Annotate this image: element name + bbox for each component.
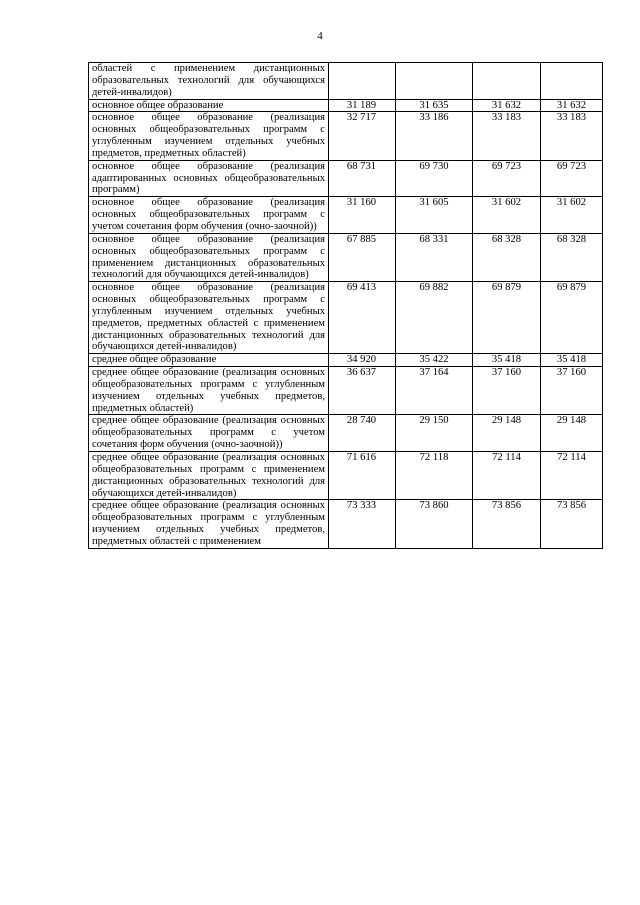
- value-cell-col1: 73 333: [329, 500, 396, 548]
- table-row: [89, 452, 603, 500]
- value-cell-col2: [396, 63, 473, 100]
- table-row: [89, 197, 603, 234]
- row-label: основное общее образование (реализация основных общеобразовательных программ с учетом сочетания форм обучения (очно-заочной)): [89, 197, 329, 234]
- value-cell-col3: 31 632: [473, 99, 541, 112]
- value-cell-col2: 31 605: [396, 197, 473, 234]
- value-cell-col2: 73 860: [396, 500, 473, 548]
- row-label: среднее общее образование (реализация основных общеобразовательных программ с углубленным изучением отдельных учебных предметов, предметных областей): [89, 367, 329, 415]
- table-row: [89, 160, 603, 197]
- value-cell-col4: 69 879: [541, 282, 603, 354]
- value-cell-col4: 68 328: [541, 233, 603, 281]
- value-cell-col2: 68 331: [396, 233, 473, 281]
- row-label: основное общее образование (реализация адаптированных основных общеобразовательных программ): [89, 160, 329, 197]
- value-cell-col2: 35 422: [396, 354, 473, 367]
- value-cell-col2: 31 635: [396, 99, 473, 112]
- value-cell-col3: 68 328: [473, 233, 541, 281]
- value-cell-col3: 33 183: [473, 112, 541, 160]
- value-cell-col3: [473, 63, 541, 100]
- value-cell-col4: 69 723: [541, 160, 603, 197]
- value-cell-col1: 31 160: [329, 197, 396, 234]
- row-label: областей с применением дистанционных образовательных технологий для обучающихся детей-инвалидов): [89, 63, 329, 100]
- value-cell-col3: 69 723: [473, 160, 541, 197]
- table-row: [89, 112, 603, 160]
- value-cell-col1: 67 885: [329, 233, 396, 281]
- value-cell-col4: 31 632: [541, 99, 603, 112]
- value-cell-col2: 33 186: [396, 112, 473, 160]
- value-cell-col4: 33 183: [541, 112, 603, 160]
- value-cell-col4: 37 160: [541, 367, 603, 415]
- value-cell-col3: 72 114: [473, 452, 541, 500]
- table-body: [89, 63, 603, 549]
- value-cell-col3: 73 856: [473, 500, 541, 548]
- value-cell-col2: 37 164: [396, 367, 473, 415]
- value-cell-col4: 72 114: [541, 452, 603, 500]
- value-cell-col4: 73 856: [541, 500, 603, 548]
- value-cell-col1: 68 731: [329, 160, 396, 197]
- value-cell-col1: 36 637: [329, 367, 396, 415]
- value-cell-col1: 71 616: [329, 452, 396, 500]
- table-row: [89, 367, 603, 415]
- row-label: среднее общее образование: [89, 354, 329, 367]
- row-label: основное общее образование (реализация основных общеобразовательных программ с углубленным изучением отдельных учебных предметов, предметных областей с применением дистанционных образовательных технологий для обучающихся детей-инвалидов): [89, 282, 329, 354]
- value-cell-col4: 35 418: [541, 354, 603, 367]
- value-cell-col3: 31 602: [473, 197, 541, 234]
- row-label: основное общее образование: [89, 99, 329, 112]
- row-label: среднее общее образование (реализация основных общеобразовательных программ с применением дистанционных образовательных технологий для обучающихся детей-инвалидов): [89, 452, 329, 500]
- table-row: [89, 354, 603, 367]
- value-cell-col4: 31 602: [541, 197, 603, 234]
- value-cell-col3: 37 160: [473, 367, 541, 415]
- row-label: среднее общее образование (реализация основных общеобразовательных программ с углубленным изучением отдельных учебных предметов, предметных областей с применением: [89, 500, 329, 548]
- table-row: [89, 282, 603, 354]
- value-cell-col1: 31 189: [329, 99, 396, 112]
- value-cell-col3: 35 418: [473, 354, 541, 367]
- value-cell-col2: 69 882: [396, 282, 473, 354]
- value-cell-col1: [329, 63, 396, 100]
- value-cell-col2: 69 730: [396, 160, 473, 197]
- value-cell-col1: 28 740: [329, 415, 396, 452]
- value-cell-col3: 29 148: [473, 415, 541, 452]
- value-cell-col3: 69 879: [473, 282, 541, 354]
- table-row: [89, 99, 603, 112]
- table-row: [89, 63, 603, 100]
- value-cell-col1: 32 717: [329, 112, 396, 160]
- row-label: основное общее образование (реализация основных общеобразовательных программ с углубленным изучением отдельных учебных предметов, предметных областей): [89, 112, 329, 160]
- funding-table: [88, 62, 603, 549]
- value-cell-col2: 72 118: [396, 452, 473, 500]
- value-cell-col1: 34 920: [329, 354, 396, 367]
- value-cell-col1: 69 413: [329, 282, 396, 354]
- table-row: [89, 233, 603, 281]
- value-cell-col4: 29 148: [541, 415, 603, 452]
- table-row: [89, 415, 603, 452]
- page-number: 4: [317, 30, 323, 42]
- row-label: среднее общее образование (реализация основных общеобразовательных программ с учетом сочетания форм обучения (очно-заочной)): [89, 415, 329, 452]
- value-cell-col4: [541, 63, 603, 100]
- table-row: [89, 500, 603, 548]
- row-label: основное общее образование (реализация основных общеобразовательных программ с применением дистанционных образовательных технологий для обучающихся детей-инвалидов): [89, 233, 329, 281]
- value-cell-col2: 29 150: [396, 415, 473, 452]
